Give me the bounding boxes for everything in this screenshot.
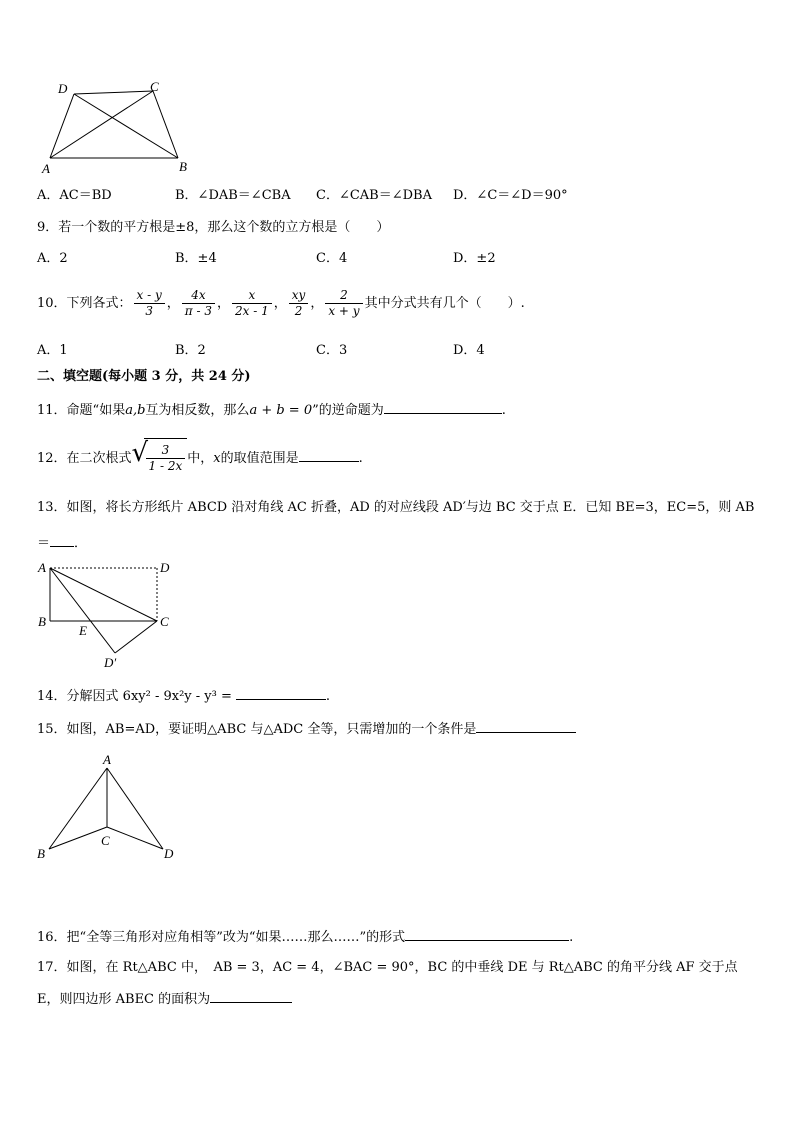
- q17-stem-line2: E，则四边形 ABEC 的面积为: [37, 990, 292, 1008]
- q10-stem: 10．下列各式： $\frac{x - y}{3}$ ， $\frac{4x}{\pi - 3}$ ， $\frac{x}{2x - 1}$ ， $\frac{xy}{2}$ ， $\frac{2}{x + y}$ 其中分式共有几个（ ）.: [37, 288, 525, 318]
- label-B: B: [179, 159, 187, 174]
- q10-suffix: 其中分式共有几个（ ）.: [364, 296, 525, 311]
- label-B: B: [37, 846, 45, 861]
- figure-q8-quadrilateral: [36, 78, 196, 178]
- q10-fraction-1: $\frac{x - y}{3}$: [134, 288, 165, 319]
- q10-fraction-5: $\frac{2}{x + y}$: [325, 288, 362, 319]
- q16-answer-blank[interactable]: [405, 928, 569, 941]
- q8-option-d[interactable]: D．∠C＝∠D＝90°: [453, 188, 568, 203]
- q8-option-b[interactable]: B．∠DAB＝∠CBA: [175, 188, 291, 203]
- q10-option-c[interactable]: C．3: [316, 343, 348, 358]
- q16-stem: 16．把“全等三角形对应角相等”改为“如果……那么……”的形式 .: [37, 930, 574, 945]
- q13-stem-line1: 13．如图，将长方形纸片 ABCD 沿对角线 AC 折叠，AD 的对应线段 AD′与边 BC 交于点 E．已知 BE=3，EC=5，则 AB: [37, 500, 755, 515]
- q13-answer-blank[interactable]: [50, 534, 74, 547]
- q10-fraction-3: $\frac{x}{2x - 1}$: [232, 288, 272, 319]
- q8-option-a[interactable]: A．AC＝BD: [37, 188, 112, 203]
- q9-option-c[interactable]: C．4: [316, 251, 348, 266]
- q15-stem: 15．如图，AB=AD，要证明△ABC 与△ADC 全等，只需增加的一个条件是: [37, 720, 576, 738]
- label-B: B: [38, 614, 46, 629]
- label-D-prime: D′: [104, 655, 117, 670]
- q9-option-d[interactable]: D．±2: [453, 251, 496, 266]
- label-C: C: [101, 833, 110, 848]
- q14-answer-blank[interactable]: [236, 687, 326, 700]
- section-title-fill-in: 二、填空题(每小题 3 分，共 24 分): [37, 369, 251, 384]
- label-D: D: [58, 81, 68, 96]
- q10-prefix: 10．下列各式：: [37, 296, 132, 311]
- q17-stem-line1: 17．如图，在 Rt△ABC 中， AB = 3，AC = 4，∠BAC = 90°，BC 的中垂线 DE 与 Rt△ABC 的角平分线 AF 交于点: [37, 960, 738, 975]
- q12-stem: 12．在二次根式 √ $\frac{3}{1 - 2x}$ 中，x的取值范围是 .: [37, 438, 363, 479]
- label-C: C: [160, 614, 169, 629]
- q9-option-b[interactable]: B．±4: [175, 251, 217, 266]
- q10-option-a[interactable]: A．1: [37, 343, 68, 358]
- q10-option-d[interactable]: D．4: [453, 343, 485, 358]
- label-A: A: [42, 161, 50, 176]
- q15-answer-blank[interactable]: [476, 720, 576, 733]
- q9-option-a[interactable]: A．2: [37, 251, 68, 266]
- q8-option-c[interactable]: C．∠CAB＝∠DBA: [316, 188, 432, 203]
- q10-option-b[interactable]: B．2: [175, 343, 206, 358]
- label-D: D: [164, 846, 174, 861]
- q11-answer-blank[interactable]: [384, 401, 502, 414]
- q17-answer-blank[interactable]: [210, 990, 292, 1003]
- q9-stem: 9．若一个数的平方根是±8，那么这个数的立方根是（ ）: [37, 220, 390, 235]
- label-D: D: [160, 560, 170, 575]
- figure-q15-kite: [36, 750, 186, 865]
- q10-fraction-4: $\frac{xy}{2}$: [289, 288, 309, 319]
- label-A: A: [38, 560, 46, 575]
- q12-sqrt: √ $\frac{3}{1 - 2x}$: [132, 438, 188, 479]
- q14-stem: 14．分解因式 6xy² - 9x²y - y³ = .: [37, 689, 331, 704]
- q11-stem: 11．命题“如果a,b互为相反数，那么a + b = 0”的逆命题为 .: [37, 403, 506, 418]
- label-A: A: [103, 752, 111, 767]
- q10-fraction-2: $\frac{4x}{\pi - 3}$: [182, 288, 215, 319]
- q13-stem-line2: ＝ ．: [37, 536, 88, 551]
- q12-answer-blank[interactable]: [299, 449, 359, 462]
- label-C: C: [150, 79, 159, 94]
- figure-q13-folded-rectangle: [36, 558, 186, 673]
- label-E: E: [79, 623, 87, 638]
